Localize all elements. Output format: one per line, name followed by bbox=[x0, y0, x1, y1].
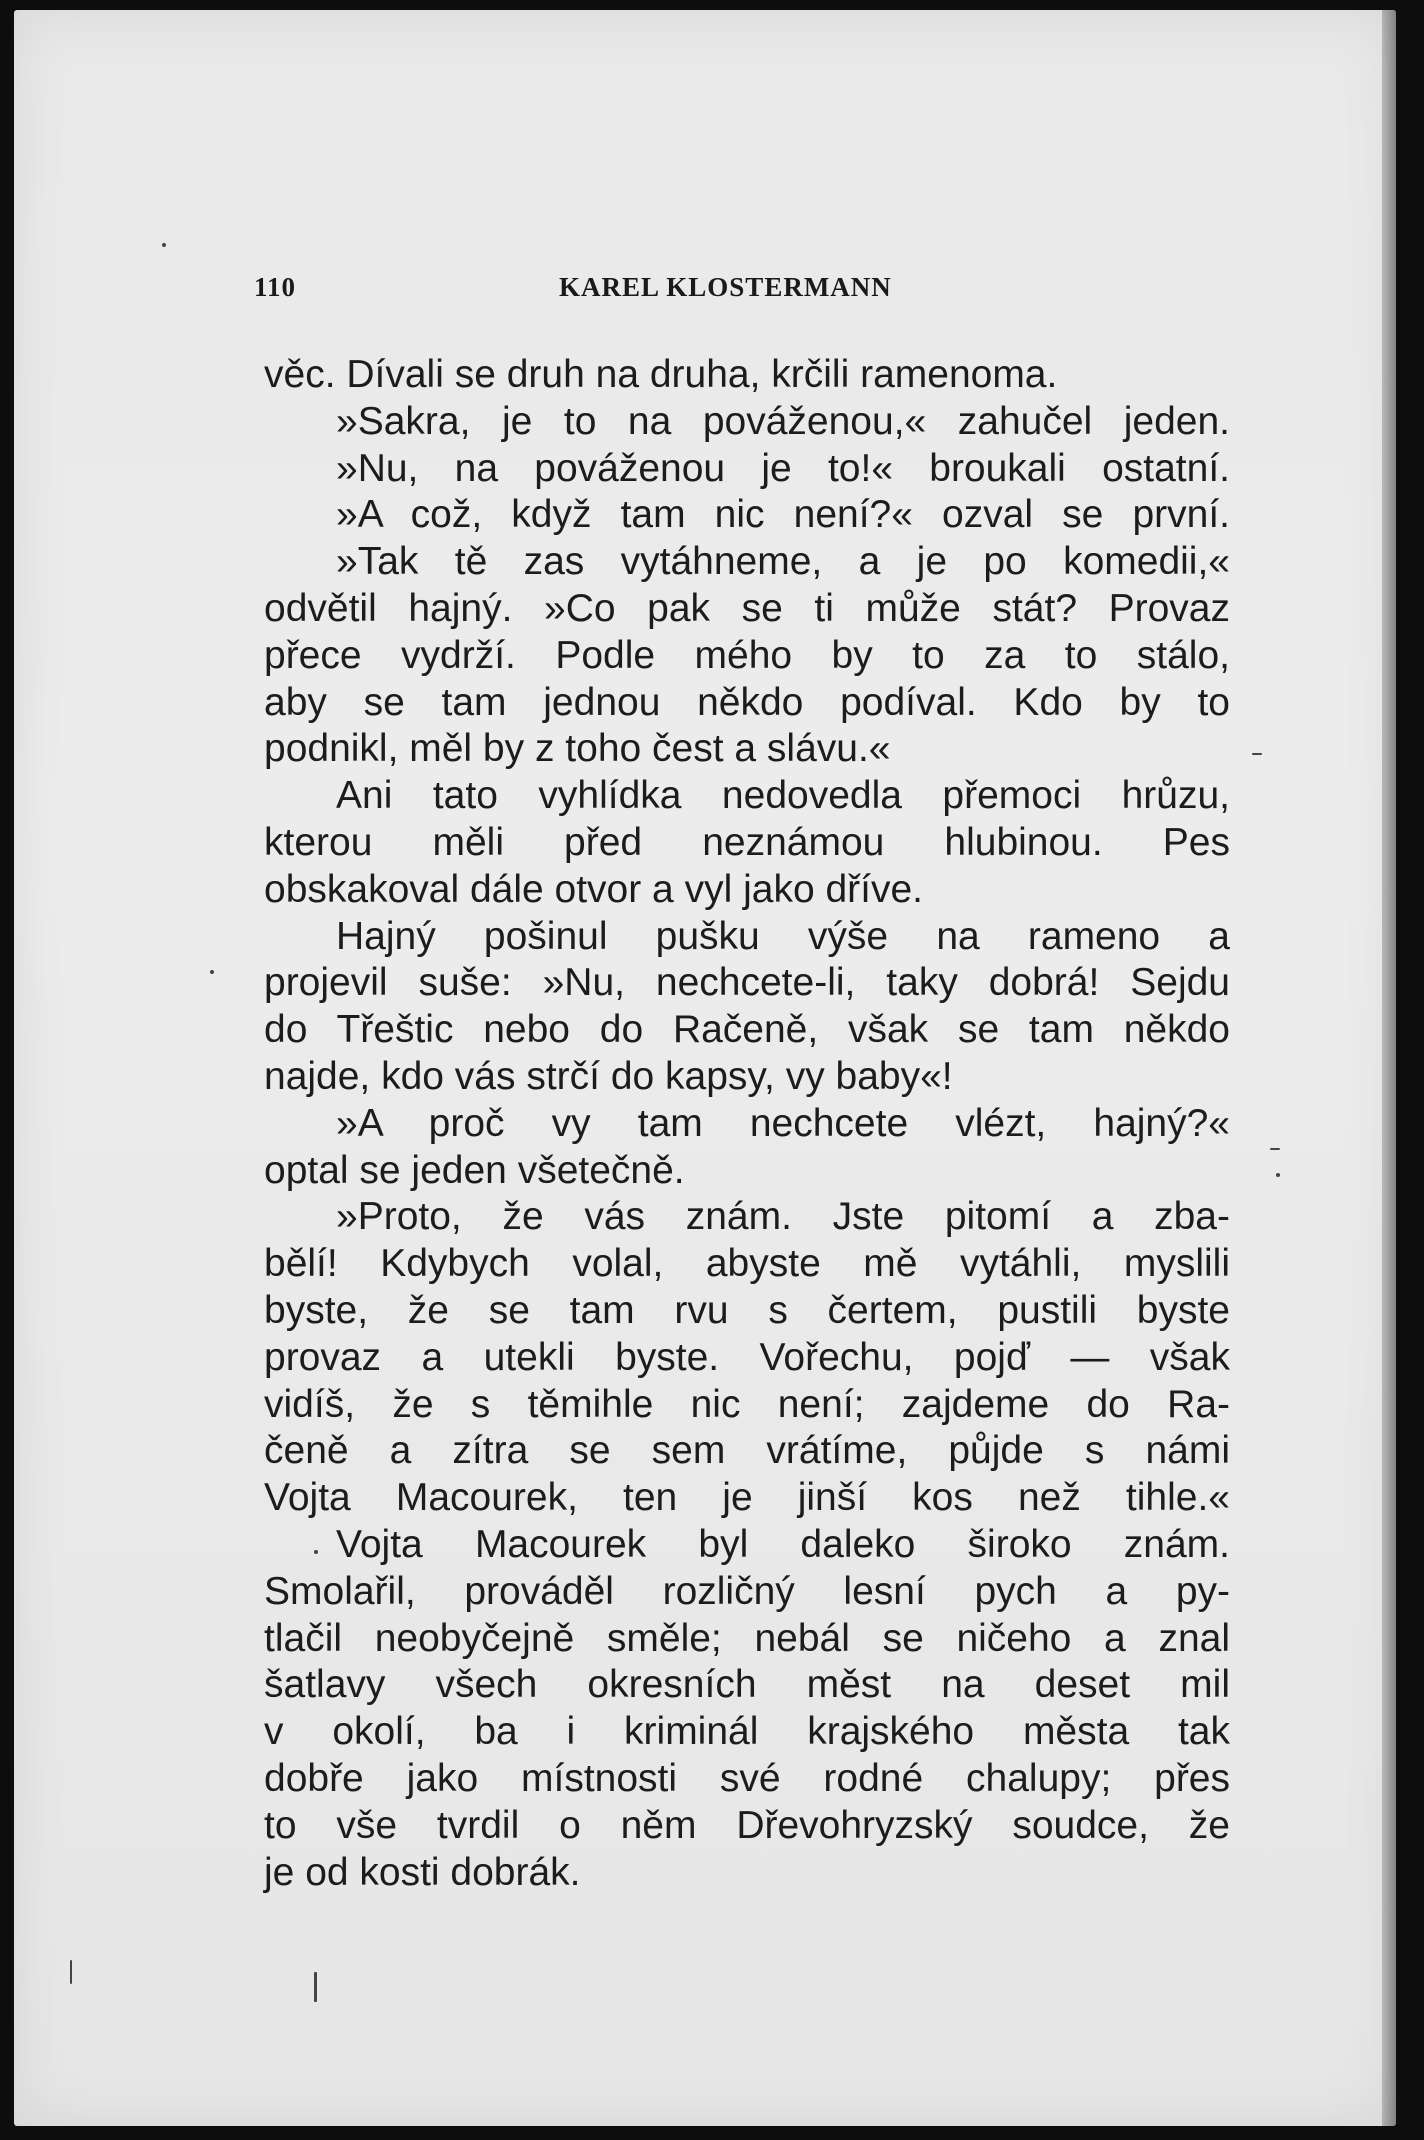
text-line: byste, že se tam rvu s čertem, pustili byste bbox=[264, 1288, 1230, 1332]
text-line: Vojta Macourek byl daleko široko znám. bbox=[336, 1522, 1230, 1566]
text-line: obskakoval dále otvor a vyl jako dříve. bbox=[264, 867, 924, 911]
paper-speck bbox=[70, 1960, 72, 1984]
text-line: projevil suše: »Nu, nechcete-li, taky dobrá! Sejdu bbox=[264, 961, 1230, 1005]
text-line: čeně a zítra se sem vrátíme, půjde s námi bbox=[264, 1429, 1230, 1473]
text-line: provaz a utekli byste. Vořechu, pojď — však bbox=[264, 1335, 1230, 1379]
text-line: optal se jeden všetečně. bbox=[264, 1148, 685, 1192]
paper-speck bbox=[1276, 1173, 1280, 1177]
text-line: to vše tvrdil o něm Dřevohryzský soudce, že bbox=[264, 1803, 1230, 1847]
text-line: »Nu, na pováženou je to!« broukali ostatní. bbox=[336, 446, 1230, 490]
paper-speck bbox=[210, 970, 214, 974]
text-line: kterou měli před neznámou hlubinou. Pes bbox=[264, 820, 1230, 864]
text-line: »A což, když tam nic není?« ozval se první. bbox=[336, 493, 1230, 537]
paper-speck bbox=[314, 1972, 317, 2002]
text-line: najde, kdo vás strčí do kapsy, vy baby«! bbox=[264, 1054, 953, 1098]
text-line: Smolařil, prováděl rozličný lesní pych a py- bbox=[264, 1569, 1230, 1613]
text-line: přece vydrží. Podle mého by to za to stálo, bbox=[264, 633, 1230, 677]
book-page bbox=[14, 10, 1396, 2126]
text-line: je od kosti dobrák. bbox=[264, 1850, 581, 1894]
text-line: »Proto, že vás znám. Jste pitomí a zba- bbox=[336, 1195, 1230, 1239]
text-line: dobře jako místnosti své rodné chalupy; přes bbox=[264, 1756, 1230, 1800]
paper-speck bbox=[1270, 1148, 1280, 1150]
text-line: tlačil neobyčejně směle; nebál se ničeho a znal bbox=[264, 1616, 1230, 1660]
text-line: Vojta Macourek, ten je jinší kos než tihle.« bbox=[264, 1476, 1230, 1520]
text-line: aby se tam jednou někdo podíval. Kdo by to bbox=[264, 680, 1230, 724]
text-line: vidíš, že s těmihle nic není; zajdeme do Ra- bbox=[264, 1382, 1230, 1426]
page-edge-shadow bbox=[1382, 10, 1396, 2126]
text-line: podnikl, měl by z toho čest a slávu.« bbox=[264, 727, 891, 771]
paper-speck bbox=[314, 1550, 318, 1554]
body-text bbox=[264, 352, 1230, 1896]
text-line: bělí! Kdybych volal, abyste mě vytáhli, myslili bbox=[264, 1242, 1230, 1286]
text-line: v okolí, ba i kriminál krajského města tak bbox=[264, 1710, 1230, 1754]
text-line: Ani tato vyhlídka nedovedla přemoci hrůzu, bbox=[336, 774, 1230, 818]
text-line: »Tak tě zas vytáhneme, a je po komedii,« bbox=[336, 540, 1230, 584]
page-number: 110 bbox=[254, 272, 297, 302]
text-line: »A proč vy tam nechcete vlézt, hajný?« bbox=[336, 1101, 1230, 1145]
paper-speck bbox=[1252, 753, 1262, 755]
paper-speck bbox=[162, 243, 166, 247]
text-line: věc. Dívali se druh na druha, krčili ramenoma. bbox=[264, 353, 1058, 396]
text-line: »Sakra, je to na pováženou,« zahučel jeden. bbox=[336, 399, 1230, 443]
text-line: šatlavy všech okresních měst na deset mil bbox=[264, 1663, 1230, 1707]
running-head: KAREL KLOSTERMANN bbox=[559, 272, 892, 302]
text-line: do Třeštic nebo do Račeně, však se tam někdo bbox=[264, 1008, 1230, 1052]
text-line: odvětil hajný. »Co pak se ti může stát? Provaz bbox=[264, 586, 1230, 630]
page-header bbox=[254, 272, 939, 306]
text-line: Hajný pošinul pušku výše na rameno a bbox=[336, 914, 1230, 958]
